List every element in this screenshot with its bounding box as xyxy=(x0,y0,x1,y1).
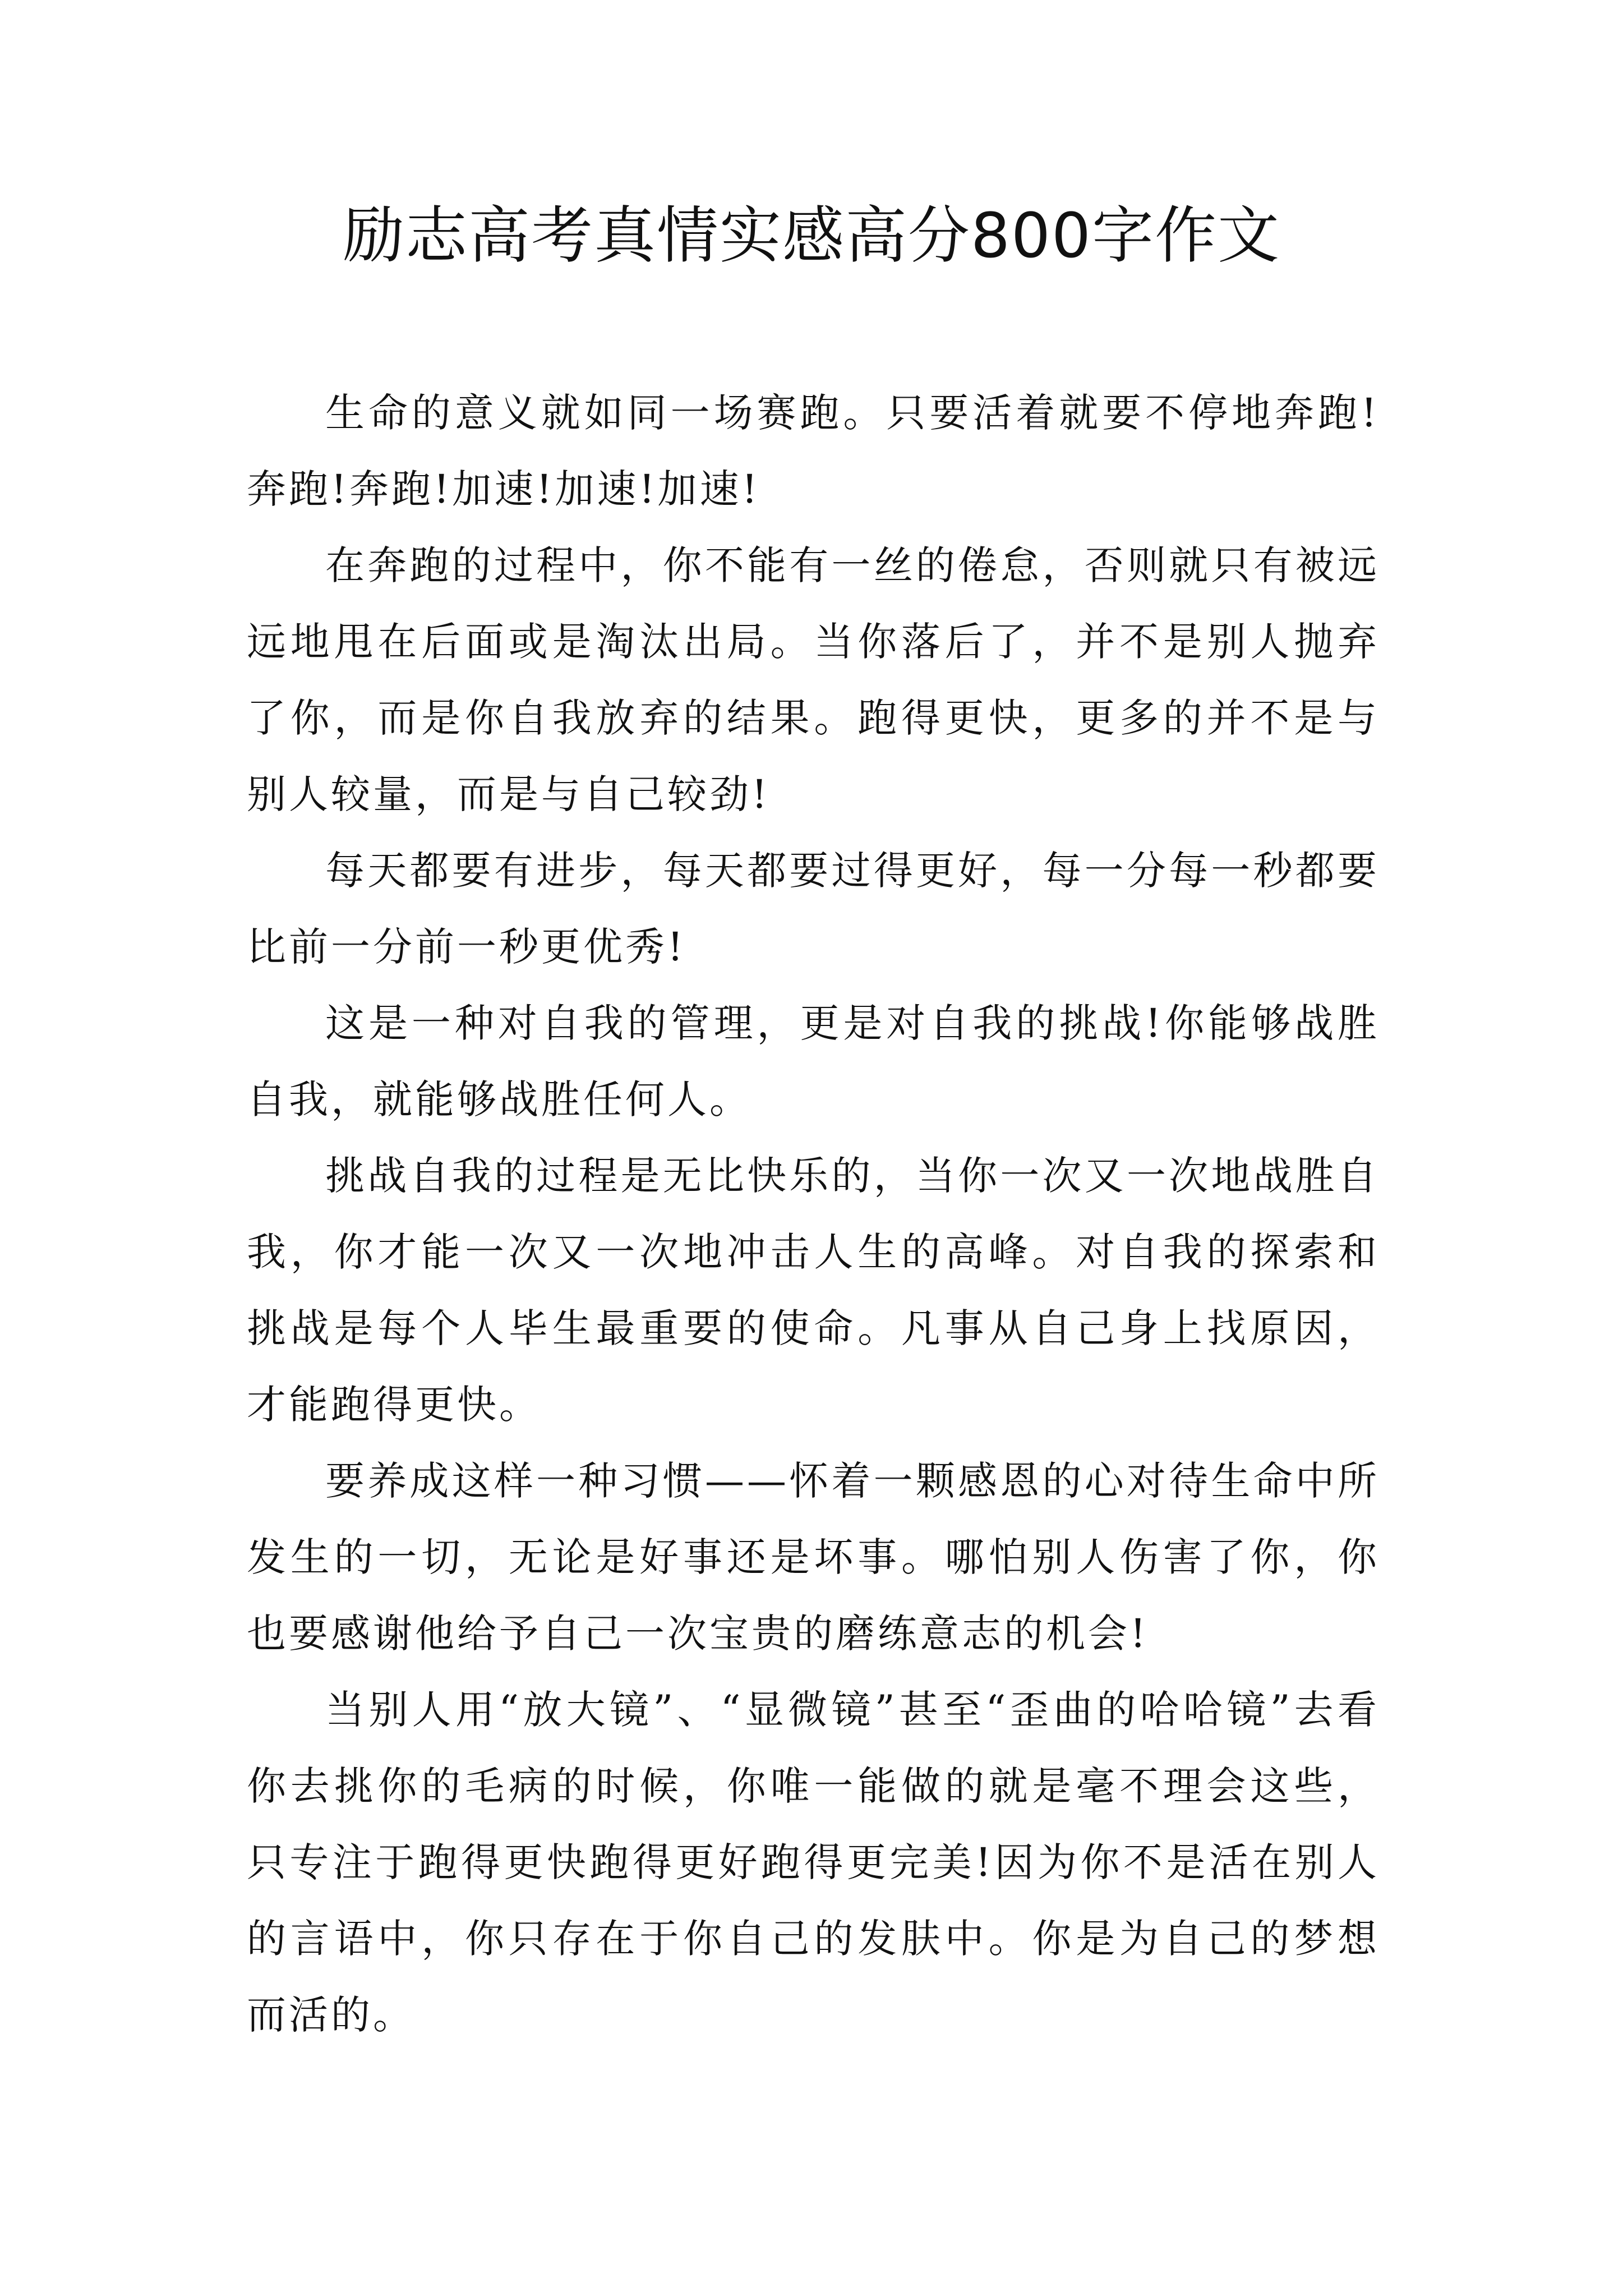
paragraph: 挑战自我的过程是无比快乐的，当你一次又一次地战胜自我，你才能一次又一次地冲击人生的高峰。对自我的探索和挑战是每个人毕生最重要的使命。凡事从自己身上找原因，才能跑得更快。 xyxy=(247,1153,1380,1428)
document-title: 励志高考真情实感高分800字作文 xyxy=(343,200,1280,272)
paragraph: 每天都要有进步，每天都要过得更好，每一分每一秒都要比前一分前一秒更优秀! xyxy=(247,848,1380,970)
paragraph: 生命的意义就如同一场赛跑。只要活着就要不停地奔跑!奔跑!奔跑!加速!加速!加速! xyxy=(247,390,1380,512)
paragraph: 在奔跑的过程中，你不能有一丝的倦怠，否则就只有被远远地甩在后面或是淘汰出局。当你落后了，并不是别人抛弃了你，而是你自我放弃的结果。跑得更快，更多的并不是与别人较量，而是与自己较劲! xyxy=(247,542,1380,817)
paragraph: 当别人用“放大镜”、“显微镜”甚至“歪曲的哈哈镜”去看你去挑你的毛病的时候，你唯一能做的就是毫不理会这些，只专注于跑得更快跑得更好跑得更完美!因为你不是活在别人的言语中，你只存在于你自己的发肤中。你是为自己的梦想而活的。 xyxy=(247,1687,1380,2038)
essay-body xyxy=(247,375,1380,2053)
paragraph: 要养成这样一种习惯——怀着一颗感恩的心对待生命中所发生的一切，无论是好事还是坏事。哪怕别人伤害了你，你也要感谢他给予自己一次宝贵的磨练意志的机会! xyxy=(247,1458,1380,1657)
paragraph: 这是一种对自我的管理，更是对自我的挑战!你能够战胜自我，就能够战胜任何人。 xyxy=(247,1000,1380,1122)
